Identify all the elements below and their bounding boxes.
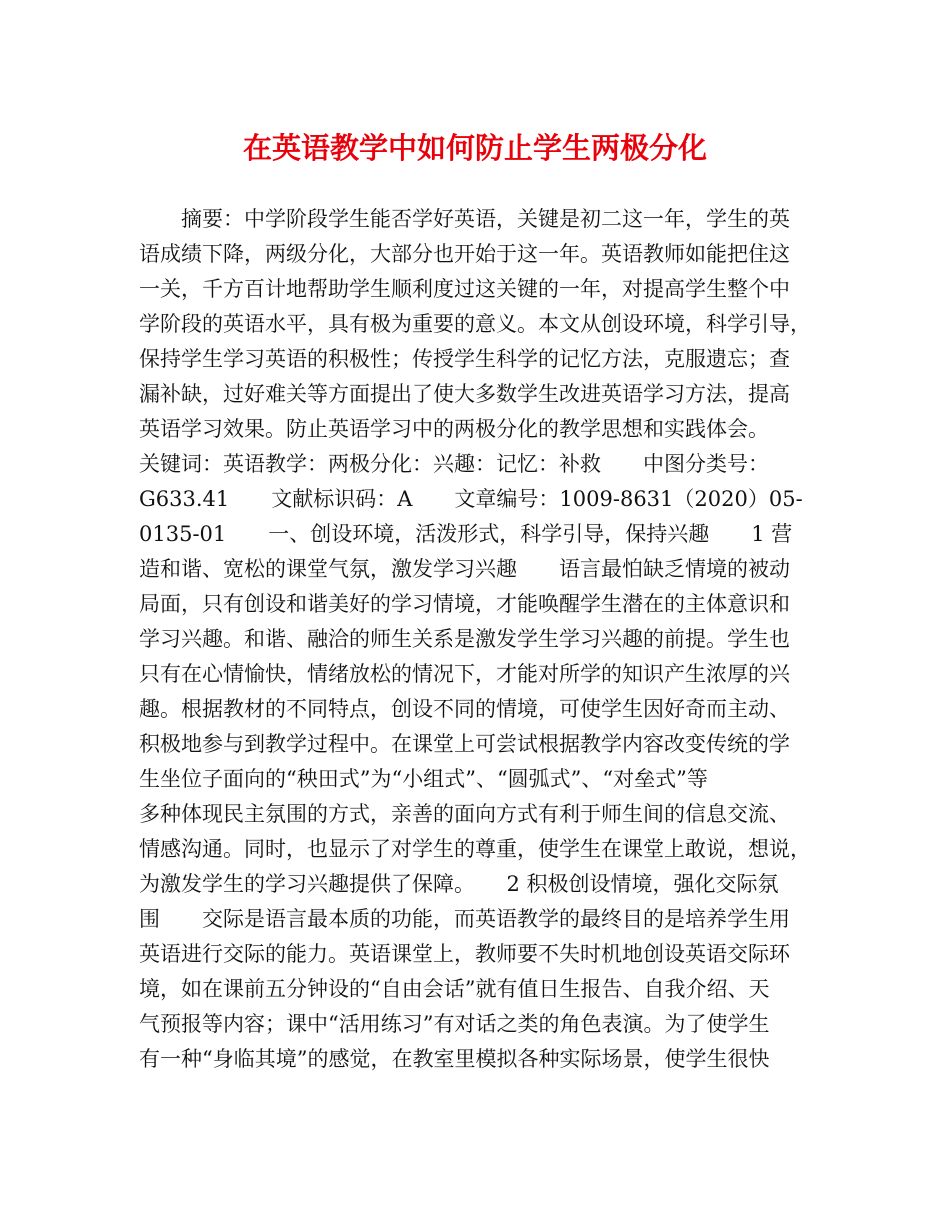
body-line: 学习兴趣。和谐、融洽的师生关系是激发学生学习兴趣的前提。学生也 [139,627,790,651]
body-line: 围 交际是语言最本质的功能，而英语教学的最终目的是培养学生用 [139,907,790,931]
body-line: 学阶段的英语水平，具有极为重要的意义。本文从创设环境，科学引导， [139,312,811,336]
body-line: 情感沟通。同时，也显示了对学生的尊重，使学生在课堂上敢说，想说， [139,837,811,861]
body-line: 生坐位子面向的“秧田式”为“小组式”、“圆弧式”、“对垒式”等 [139,767,708,791]
body-line: 为激发学生的学习兴趣提供了保障。 2 积极创设情境，强化交际氛 [139,872,779,896]
body-line: 境，如在课前五分钟设的“自由会话”就有值日生报告、自我介绍、天 [139,977,770,1001]
body-line: 局面，只有创设和谐美好的学习情境，才能唤醒学生潜在的主体意识和 [139,592,790,616]
body-line: 多种体现民主氛围的方式，亲善的面向方式有利于师生间的信息交流、 [139,802,790,826]
body-line: 语成绩下降，两级分化，大部分也开始于这一年。英语教师如能把住这 [139,242,790,266]
body-line: G633.41 文献标识码：A 文章编号：1009-8631（2020）05- [139,487,803,511]
body-line: 关键词：英语教学：两极分化：兴趣：记忆：补救 中图分类号： [139,452,769,476]
body-line: 保持学生学习英语的积极性；传授学生科学的记忆方法，克服遗忘；查 [139,347,790,371]
body-line: 0135-01 一、创设环境，活泼形式，科学引导，保持兴趣 1 营 [139,522,793,546]
body-line: 造和谐、宽松的课堂气氛，激发学习兴趣 语言最怕缺乏情境的被动 [139,557,790,581]
body-line: 漏补缺，过好难关等方面提出了使大多数学生改进英语学习方法，提高 [139,382,790,406]
body-line: 英语学习效果。防止英语学习中的两极分化的教学思想和实践体会。 [139,417,769,441]
body-line: 英语进行交际的能力。英语课堂上，教师要不失时机地创设英语交际环 [139,942,790,966]
body-line: 趣。根据教材的不同特点，创设不同的情境，可使学生因好奇而主动、 [139,697,790,721]
document-body [139,202,819,1077]
body-line: 只有在心情愉快，情绪放松的情况下，才能对所学的知识产生浓厚的兴 [139,662,790,686]
body-line: 摘要：中学阶段学生能否学好英语，关键是初二这一年，学生的英 [181,207,790,231]
body-line: 一关，千方百计地帮助学生顺利度过这关键的一年，对提高学生整个中 [139,277,790,301]
document-title: 在英语教学中如何防止学生两极分化 [242,131,707,165]
body-line: 气预报等内容；课中“活用练习”有对话之类的角色表演。为了使学生 [139,1012,770,1036]
body-line: 有一种“身临其境”的感觉，在教室里模拟各种实际场景，使学生很快 [139,1047,770,1071]
body-line: 积极地参与到教学过程中。在课堂上可尝试根据教学内容改变传统的学 [139,732,790,756]
